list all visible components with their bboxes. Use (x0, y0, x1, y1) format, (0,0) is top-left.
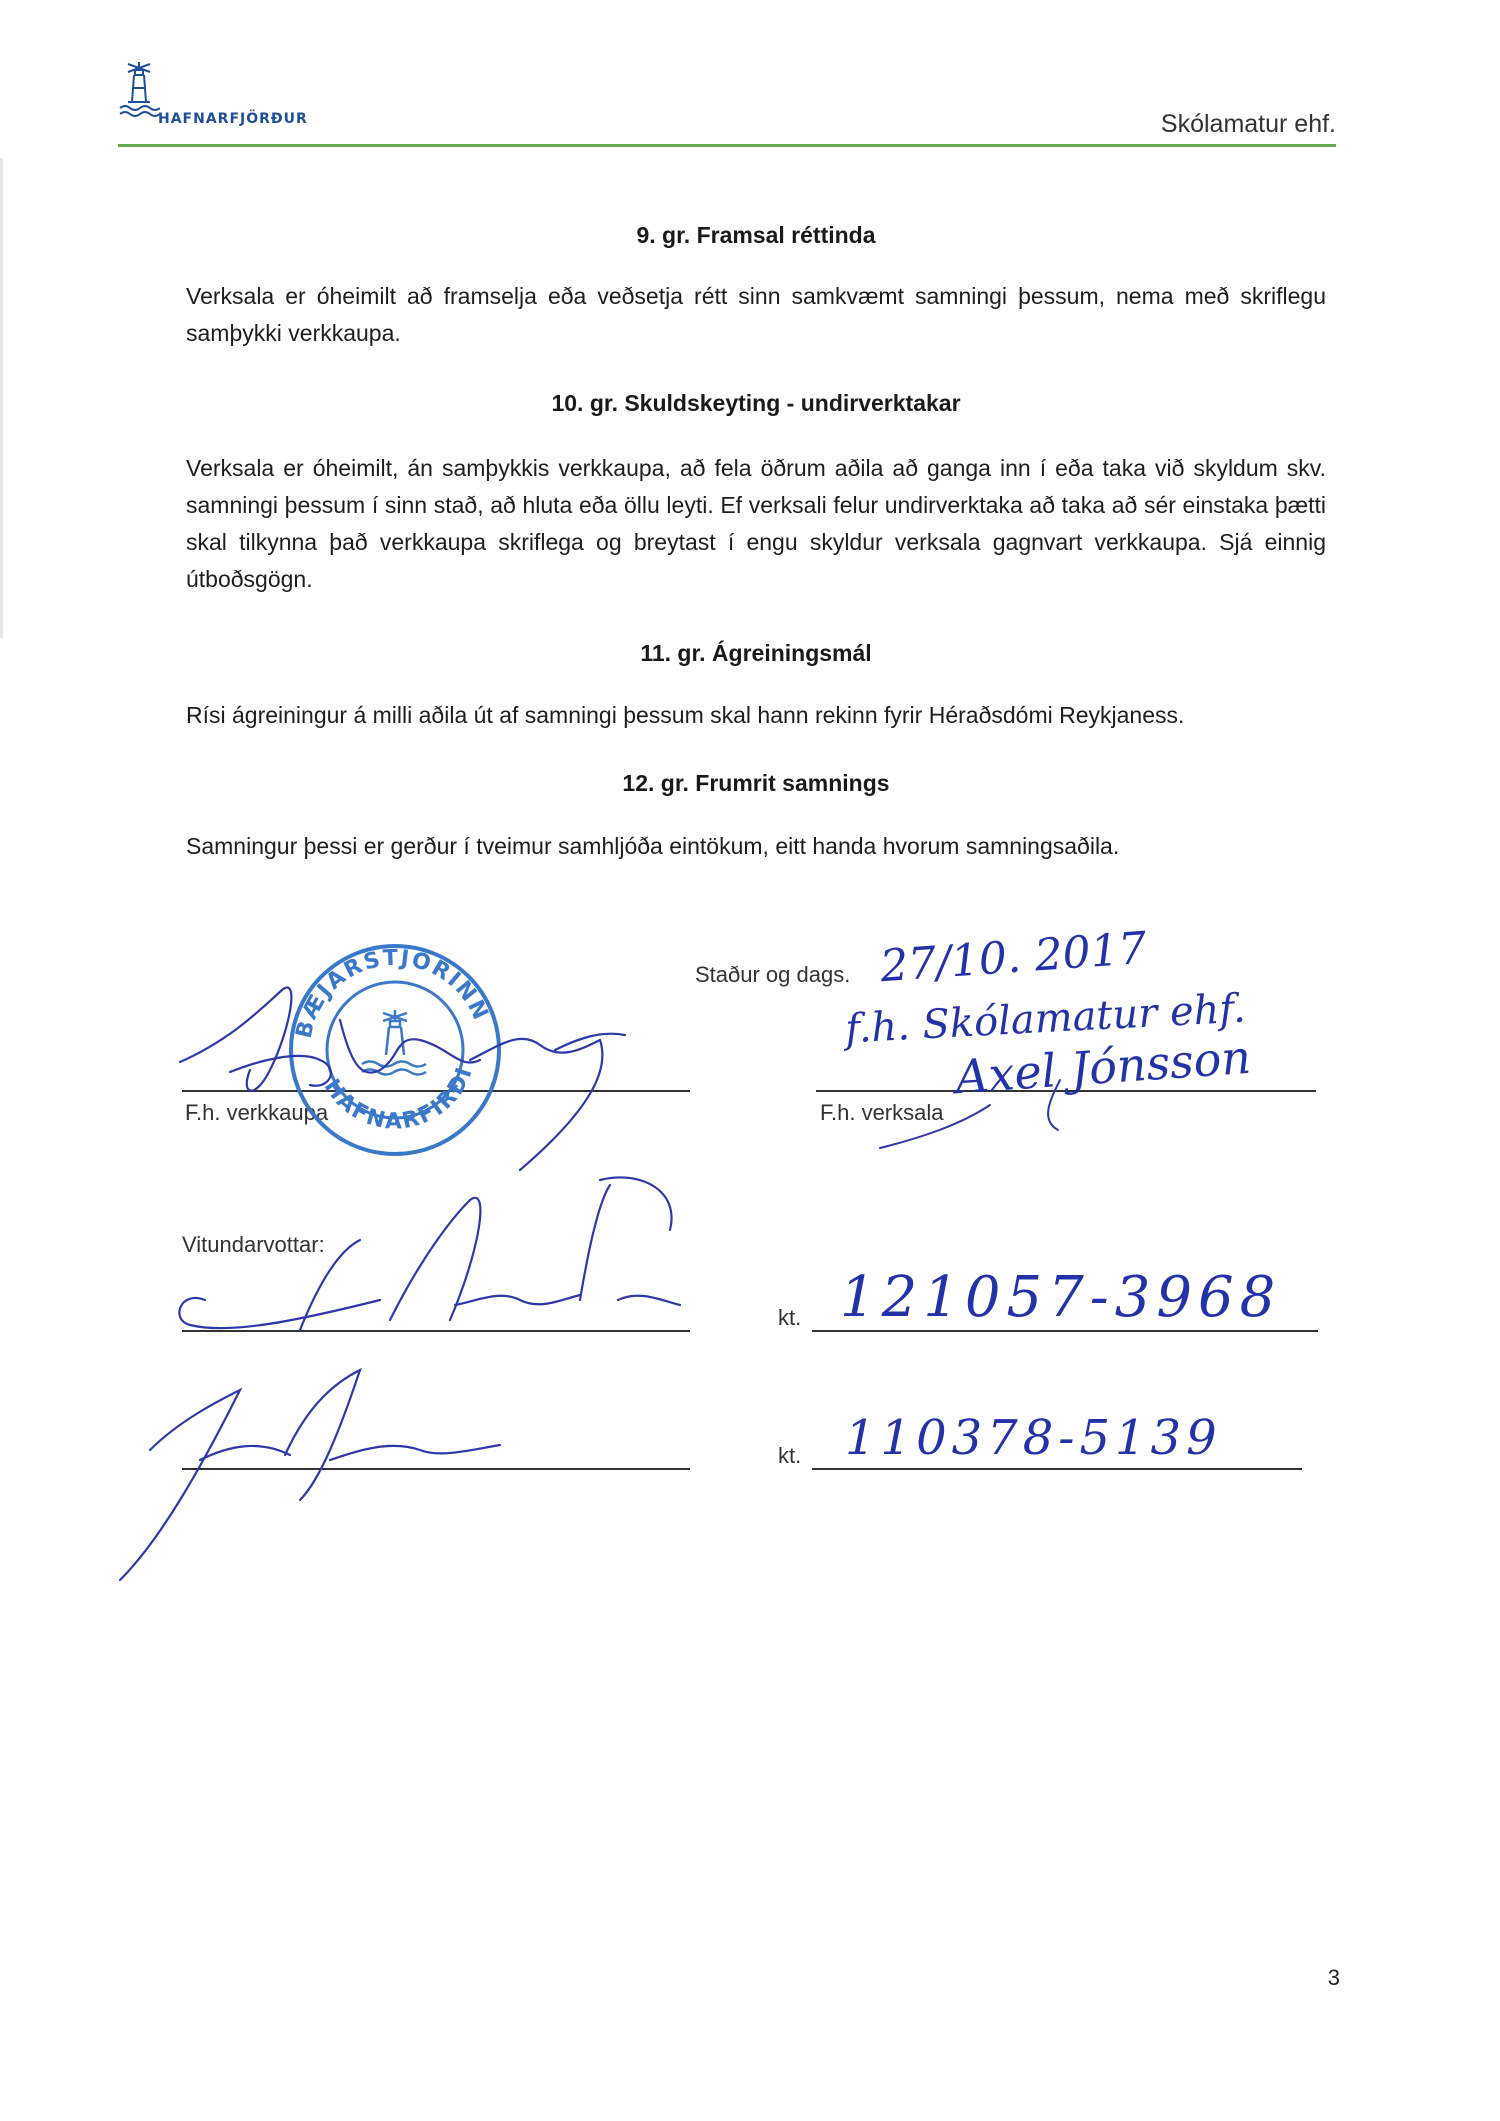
company-name: Skólamatur ehf. (1160, 110, 1336, 138)
witnesses-label: Vitundarvottar: (182, 1232, 325, 1257)
seller-label: F.h. verksala (820, 1100, 944, 1125)
stamp-text-top: BÆJARSTJÓRINN (291, 945, 494, 1041)
handwritten-seller-name: Axel Jónsson (953, 1029, 1253, 1105)
kt-label-2: kt. (778, 1443, 802, 1468)
section-text-9: Verksala er óheimilt að framselja eða veðsetja rétt sinn samkvæmt samningi þessum, nema með skriflegu samþykki verkkaupa. (186, 283, 1326, 346)
handwritten-kt-1: 121057-3968 (840, 1265, 1282, 1330)
section-heading-11: 11. gr. Ágreiningsmál (640, 640, 872, 666)
witness-1-signature (179, 1177, 680, 1330)
stamp-text-bottom: HAFNARFIRÐI (318, 1062, 479, 1135)
handwritten-kt-2: 110378-5139 (845, 1410, 1222, 1466)
section-text-10: Verksala er óheimilt, án samþykkis verkkaupa, að fela öðrum aðila að ganga inn í eða taka við skyldum skv. samningi þessum í sinn stað, að hluta eða öllu leyti. Ef verksali felur undirverktaka að taka að sér einstaka þætti skal tilkynna það verkkaupa skriflega og breytast í engu skyldur verksala gagnvart verkkaupa. Sjá einnig útboðsgögn. (186, 455, 1326, 592)
page-number: 3 (1327, 1965, 1340, 1990)
place-date-label: Staður og dags. (695, 962, 851, 987)
section-text-12: Samningur þessi er gerður í tveimur samhljóða eintökum, eitt handa hvorum samningsaðila. (186, 833, 1120, 859)
witness-2-signature (120, 1370, 500, 1580)
section-heading-12: 12. gr. Frumrit samnings (622, 770, 890, 796)
section-heading-10: 10. gr. Skuldskeyting - undirverktakar (551, 390, 961, 416)
stamp-lighthouse-icon (362, 1010, 426, 1075)
svg-text:HAFNARFIRÐI (319, 1063, 479, 1134)
kt-label-1: kt. (778, 1305, 802, 1330)
buyer-label: F.h. verkkaupa (185, 1100, 329, 1125)
seller-signature (880, 1080, 1060, 1148)
handwritten-date: 27/10. 2017 (878, 922, 1149, 993)
logo-text: HAFNARFJÖRÐUR (158, 111, 308, 127)
section-heading-9: 9. gr. Framsal réttinda (636, 222, 876, 248)
section-text-11: Rísi ágreiningur á milli aðila út af samningi þessum skal hann rekinn fyrir Héraðsdómi Reykjaness. (186, 702, 1185, 728)
handwritten-seller-company: f.h. Skólamatur ehf. (844, 985, 1247, 1053)
official-stamp (291, 946, 499, 1154)
